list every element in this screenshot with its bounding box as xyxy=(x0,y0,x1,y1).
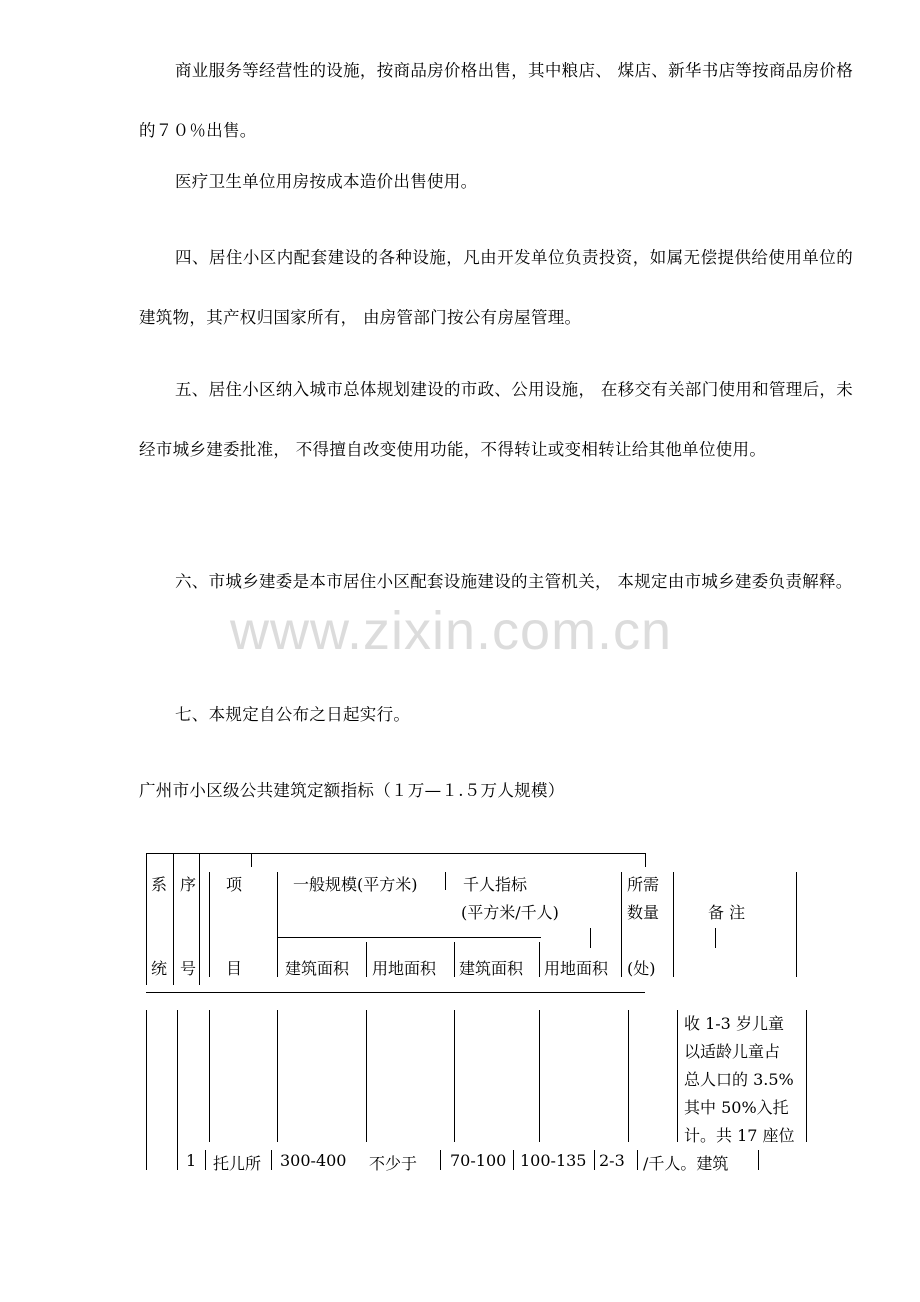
header-xi-bottom: 统 xyxy=(151,959,168,978)
row-remarks-line: 计。共 17 座位 xyxy=(684,1126,795,1145)
table-divider xyxy=(366,1010,367,1142)
table-border-right xyxy=(806,1010,807,1142)
row-remarks-line: 其中 50%入托 xyxy=(684,1098,789,1117)
table-divider xyxy=(594,1150,595,1170)
table-divider xyxy=(445,872,446,890)
header-required-top: 所需 xyxy=(627,875,660,894)
table-divider xyxy=(621,872,622,977)
table-border-right xyxy=(796,872,797,977)
table-top-rule xyxy=(146,853,645,854)
header-required-bottom: (处) xyxy=(627,959,656,978)
table-divider xyxy=(277,872,278,977)
paragraph-commercial: 商业服务等经营性的设施，按商品房价格出售，其中粮店、 煤店、新华书店等按商品房价格的７０％出售。 xyxy=(139,61,853,140)
row-item: 托儿所 xyxy=(213,1154,262,1173)
table-divider xyxy=(251,853,252,867)
table-divider xyxy=(454,942,455,977)
table-divider xyxy=(366,942,367,977)
paragraph-section-4: 四、居住小区内配套建设的各种设施，凡由开发单位负责投资，如属无偿提供给使用单位的建筑物，其产权归国家所有， 由房管部门按公有房屋管理。 xyxy=(139,248,853,327)
row-per-k-land: 100-135 xyxy=(520,1151,587,1170)
table-divider xyxy=(277,1010,278,1142)
table-divider xyxy=(271,1150,272,1170)
paragraph-section-7: 七、本规定自公布之日起实行。 xyxy=(175,705,411,724)
header-general-scale: 一般规模(平方米) xyxy=(293,875,418,894)
table-divider xyxy=(628,1010,629,1142)
table-divider xyxy=(715,928,716,948)
table-border-left xyxy=(146,1010,147,1170)
table-divider xyxy=(440,1150,441,1170)
header-required-middle: 数量 xyxy=(627,903,660,922)
row-remarks-line: 以适龄儿童占 xyxy=(684,1042,781,1061)
header-per-thousand: 千人指标 xyxy=(463,875,528,894)
row-build-area: 300-400 xyxy=(280,1151,347,1170)
row-qty: 2-3 xyxy=(599,1151,625,1170)
paragraph-section-5: 五、居住小区纳入城市总体规划建设的市政、公用设施， 在移交有关部门使用和管理后，未经市城乡建委批准， 不得擅自改变使用功能，不得转让或变相转让给其他单位使用。 xyxy=(139,380,853,459)
table-divider xyxy=(539,1010,540,1142)
header-per-thousand-unit: (平方米/千人) xyxy=(461,903,559,922)
table-divider xyxy=(177,1010,178,1170)
table-header-bottom-rule xyxy=(146,992,645,993)
table-divider xyxy=(205,1150,206,1170)
table-divider xyxy=(173,853,174,985)
header-xiang-bottom: 目 xyxy=(226,959,243,978)
table-caption: 广州市小区级公共建筑定额指标（１万—１.５万人规模） xyxy=(139,781,565,800)
header-per-k-land-area: 用地面积 xyxy=(544,959,609,978)
table-divider xyxy=(539,942,540,977)
table-divider xyxy=(209,1010,210,1142)
header-xi-top: 系 xyxy=(151,875,168,894)
paragraph-medical: 医疗卫生单位用房按成本造价出售使用。 xyxy=(175,172,478,191)
header-land-area: 用地面积 xyxy=(372,959,437,978)
paragraph-section-6: 六、市城乡建委是本市居住小区配套设施建设的主管机关， 本规定由市城乡建委负责解释。 xyxy=(175,572,853,591)
header-remarks: 备 注 xyxy=(708,903,746,922)
row-remarks-line: 总人口的 3.5% xyxy=(684,1070,794,1089)
table-divider xyxy=(677,1010,678,1142)
table-divider xyxy=(209,872,210,977)
table-divider xyxy=(590,928,591,948)
row-remarks-line: /千人。建筑 xyxy=(643,1154,729,1173)
header-xu-top: 序 xyxy=(180,875,197,894)
table-border-left xyxy=(146,853,147,985)
table-mid-rule xyxy=(277,937,541,938)
table-divider xyxy=(513,1150,514,1170)
table-border-right xyxy=(758,1150,759,1170)
row-remarks-line: 收 1-3 岁儿童 xyxy=(684,1014,784,1033)
table-divider xyxy=(645,853,646,867)
table-divider xyxy=(673,872,674,977)
header-build-area: 建筑面积 xyxy=(285,959,350,978)
table-divider xyxy=(454,1010,455,1142)
header-per-k-build-area: 建筑面积 xyxy=(459,959,524,978)
row-seq: 1 xyxy=(186,1151,197,1170)
watermark: www.zixin.com.cn xyxy=(230,601,673,661)
table-divider xyxy=(637,1150,638,1170)
header-xu-bottom: 号 xyxy=(180,959,197,978)
header-xiang-top: 项 xyxy=(226,875,243,894)
table-divider xyxy=(199,853,200,985)
row-per-k-build: 70-100 xyxy=(450,1151,507,1170)
row-land-area: 不少于 xyxy=(369,1154,418,1173)
